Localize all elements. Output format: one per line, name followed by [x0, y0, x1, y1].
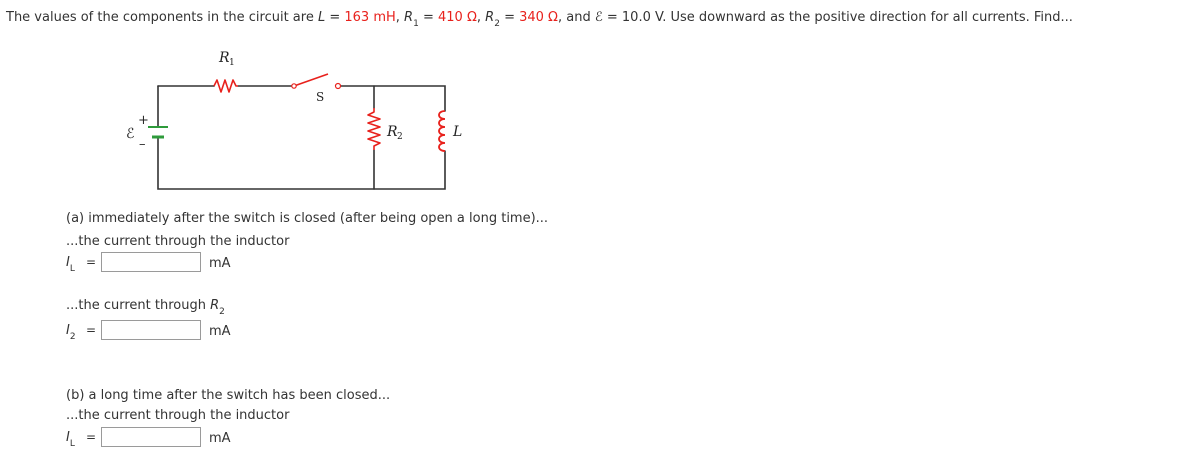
current-subscript: 2 — [69, 332, 76, 342]
problem-statement: The values of the components in the circuit are L = 163 mH, $R_1 = 410$ Ω, $R_2 = 340$ Ω, and ℰ = 10.0 V. Use downward as the positive direction for all currents. Find... — [6, 10, 1073, 29]
equals: = — [325, 10, 345, 25]
switch-pivot — [292, 84, 296, 88]
current-symbol: I — [66, 255, 70, 270]
switch-lever — [294, 74, 328, 86]
q2-prefix: ...the current through — [66, 298, 211, 313]
inductor-current-final-input[interactable] — [101, 427, 201, 447]
and-text: , and — [558, 10, 595, 25]
part-a-q1-text: ...the current through the inductor — [66, 234, 290, 249]
r2-subscript: 2 — [494, 19, 500, 29]
inductance-symbol: L — [317, 10, 326, 25]
part-a-q1-label — [66, 254, 75, 273]
equals-sign: = — [86, 255, 97, 269]
equals-sign: = — [86, 323, 97, 337]
unit-label: mA — [209, 324, 231, 339]
battery-minus: – — [139, 137, 146, 152]
r1-label: R — [219, 50, 230, 66]
r2-current-initial-input[interactable] — [101, 320, 201, 340]
circuit-diagram — [110, 40, 470, 200]
r1-label-sub: 1 — [229, 58, 235, 68]
inductor-coil — [439, 111, 445, 151]
r1-symbol: R — [404, 10, 414, 25]
equals: = — [602, 10, 622, 25]
r1-subscript: 1 — [413, 19, 419, 29]
current-subscript: L — [69, 439, 75, 449]
equals: = — [499, 10, 520, 25]
part-a-q2-text — [66, 297, 225, 316]
r1-value: 410 Ω — [438, 10, 477, 25]
wire-top-right — [338, 86, 445, 111]
r2-symbol: R — [485, 10, 495, 25]
r2-value: 340 Ω — [519, 10, 558, 25]
part-a-heading: (a) immediately after the switch is closed (after being open a long time)... — [66, 211, 549, 226]
emf-value: 10.0 V — [621, 10, 663, 25]
equals: = — [418, 10, 438, 25]
r2-resistor — [368, 108, 380, 150]
battery-plus: + — [138, 113, 149, 128]
inductor-current-initial-input[interactable] — [101, 252, 201, 272]
inductor-label: L — [453, 124, 463, 140]
outro-text: . Use downward as the positive direction for all currents. Find... — [662, 10, 1073, 25]
equals-sign: = — [86, 430, 97, 444]
part-b-heading: (b) a long time after the switch has been closed... — [66, 388, 391, 403]
inductance-value: 163 mH — [344, 10, 396, 25]
r1-resistor — [214, 80, 238, 92]
emf-label: ℰ — [126, 126, 135, 142]
current-symbol: I — [66, 430, 70, 445]
r2-label-sub: 2 — [397, 132, 403, 142]
part-b-q1-text: ...the current through the inductor — [66, 408, 290, 423]
r2-label: R — [387, 124, 398, 140]
q2-subscript: 2 — [219, 307, 225, 317]
current-symbol: I — [66, 323, 70, 338]
q2-symbol: R — [210, 298, 220, 313]
part-b-q1-label — [66, 429, 75, 448]
switch-label: S — [316, 90, 325, 104]
intro-text: The values of the components in the circuit are — [6, 10, 318, 25]
unit-label: mA — [209, 256, 231, 271]
switch-contact — [336, 84, 341, 89]
current-subscript: L — [69, 264, 75, 274]
unit-label: mA — [209, 431, 231, 446]
part-a-q2-label — [66, 322, 76, 341]
emf-symbol: ℰ — [594, 10, 603, 25]
wire-bottom — [158, 137, 445, 189]
